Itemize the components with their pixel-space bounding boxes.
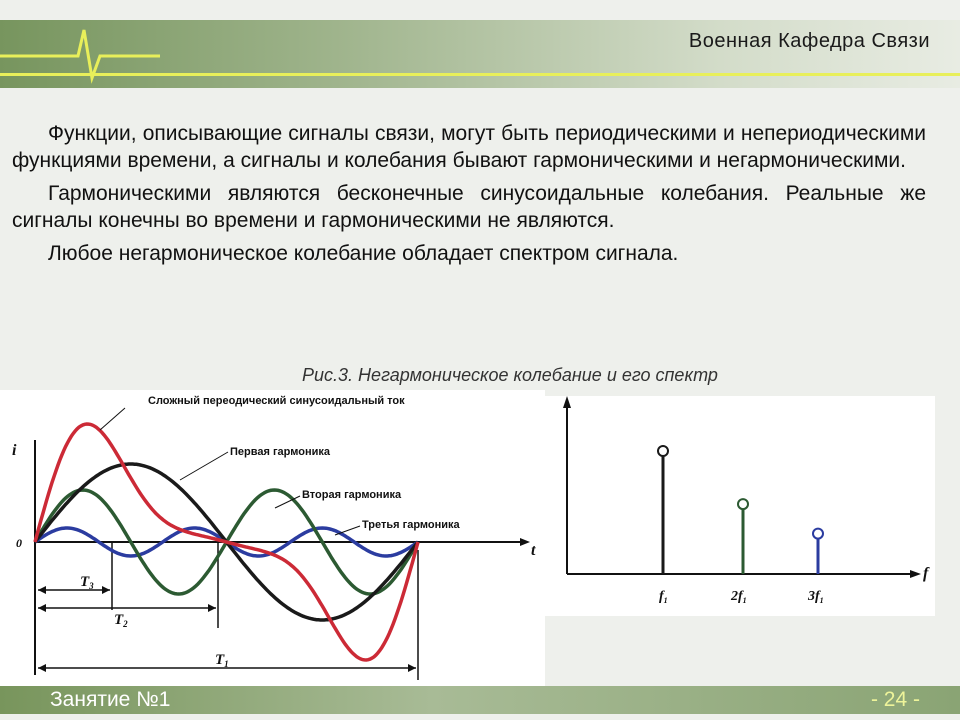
wave-y-label: i	[12, 442, 17, 459]
t1-label: $T_1$	[215, 652, 229, 669]
t2-label: $T_2$	[114, 612, 128, 629]
spectrum-lines	[658, 446, 823, 574]
waveform-figure	[0, 390, 545, 687]
spectrum-svg	[545, 396, 935, 616]
slide-footer	[0, 686, 960, 714]
lesson-label: Занятие №1	[50, 688, 171, 711]
pulse-line-icon	[0, 20, 160, 88]
header-accent-line	[0, 73, 960, 76]
wave-origin-label: 0	[16, 536, 22, 550]
t3-label: $T_3$	[80, 574, 94, 591]
t1-arrow-head-right	[408, 664, 416, 672]
spectrum-tick-3: $3f_1$	[808, 589, 824, 605]
paragraph-3: Любое негармоническое колебание обладает спектром сигнала.	[48, 242, 679, 265]
wave-x-label: t	[531, 542, 536, 559]
t2-arrow-head-left	[38, 604, 46, 612]
header-title: Военная Кафедра Связи	[688, 30, 930, 52]
wave-x-arrow	[520, 538, 530, 546]
waveform-svg	[0, 390, 545, 687]
figure-caption: Рис.3. Негармоническое колебание и его спектр	[302, 365, 718, 385]
spectrum-x-label: f	[923, 565, 929, 582]
complex-signal-label: Сложный переодический синусоидальный ток	[148, 395, 405, 407]
spectrum-tick-1: $f_1$	[659, 589, 668, 605]
first-harmonic-label: Первая гармоника	[230, 446, 330, 458]
spectrum-marker-3	[813, 529, 823, 539]
t3-arrow-head-left	[38, 586, 46, 594]
page-number: - 24 -	[870, 688, 920, 711]
first-label-pointer	[180, 452, 228, 480]
second-harmonic-label: Вторая гармоника	[302, 489, 402, 501]
t3-arrow-head-right	[102, 586, 110, 594]
complex-label-pointer	[100, 408, 125, 430]
paragraph-1: Функции, описывающие сигналы связи, могут быть периодическими и непериодическими функциями времени, а сигналы и колебания бывают гармоническими и негармоническими.	[12, 122, 926, 172]
spectrum-marker-1	[658, 446, 668, 456]
spectrum-y-arrow	[563, 396, 571, 408]
t2-arrow-head-right	[208, 604, 216, 612]
third-harmonic-label: Третья гармоника	[362, 519, 460, 531]
slide-text	[12, 120, 926, 273]
spectrum-marker-2	[738, 499, 748, 509]
spectrum-figure	[545, 396, 935, 616]
paragraph-2: Гармоническими являются бесконечные синусоидальные колебания. Реальные же сигналы конечны во времени и гармоническими не являются.	[12, 182, 926, 232]
t1-arrow-head-left	[38, 664, 46, 672]
spectrum-x-arrow	[910, 570, 921, 578]
slide-header	[0, 20, 960, 88]
spectrum-tick-2: $2f_1$	[731, 589, 747, 605]
